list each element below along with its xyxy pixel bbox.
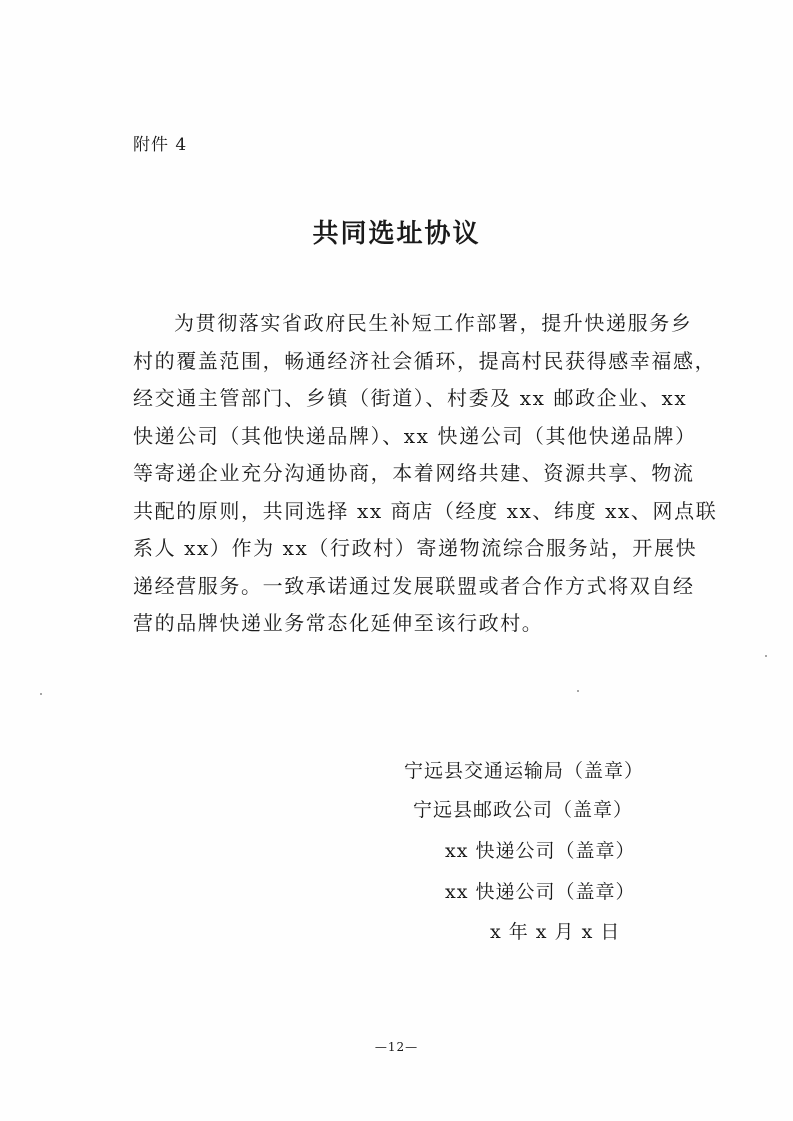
signature-date: x 年 x 月 x 日: [490, 921, 621, 943]
body-line: 经交通主管部门、乡镇（街道）、村委及 xx 邮政企业、xx: [133, 386, 688, 410]
body-line: 快递公司（其他快递品牌）、xx 快递公司（其他快递品牌）: [133, 423, 697, 448]
document-title: 共同选址协议: [312, 219, 481, 249]
scan-speck: [40, 693, 42, 695]
body-line: 等寄递企业充分沟通协商，本着网络共建、资源共享、物流: [133, 461, 695, 485]
body-line: 村的覆盖范围，畅通经济社会循环，提高村民获得感幸福感，: [133, 348, 717, 373]
scan-speck: [577, 690, 579, 692]
body-line: 营的品牌快递业务常态化延伸至该行政村。: [133, 611, 544, 635]
page-number: —12—: [374, 1040, 419, 1054]
body-line: 为贯彻落实省政府民生补短工作部署，提升快递服务乡: [174, 311, 693, 335]
body-line: 共配的原则，共同选择 xx 商店（经度 xx、纬度 xx、网点联: [133, 498, 718, 523]
signature-express-company-2: xx 快递公司（盖章）: [445, 881, 636, 903]
signature-transport-bureau: 宁远县交通运输局（盖章）: [404, 760, 645, 782]
signature-postal-company: 宁远县邮政公司（盖章）: [413, 799, 634, 821]
body-line: 系人 xx）作为 xx（行政村）寄递物流综合服务站，开展快: [133, 536, 698, 560]
signature-express-company-1: xx 快递公司（盖章）: [445, 840, 636, 862]
body-line: 递经营服务。一致承诺通过发展联盟或者合作方式将双自经: [133, 573, 695, 598]
attachment-label: 附件 4: [133, 135, 188, 155]
scan-speck: [765, 655, 767, 657]
agreement-body: [133, 305, 718, 643]
